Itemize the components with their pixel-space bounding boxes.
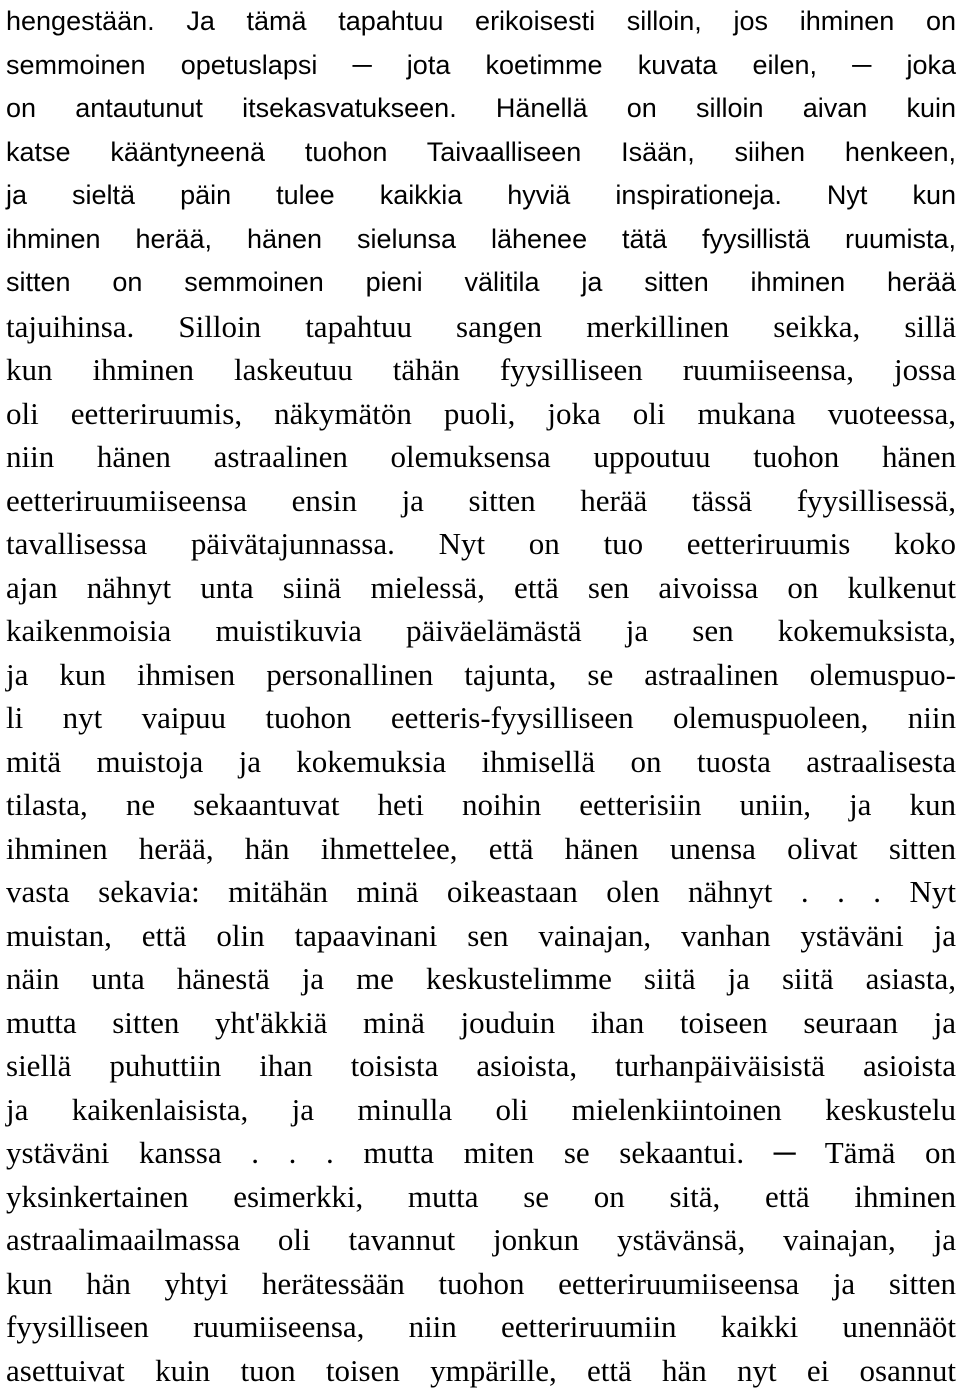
text-line: semmoinen opetuslapsi ─ jota koetimme kuvata eilen, ─ joka — [6, 49, 956, 80]
text-line: oli eetteriruumis, näkymätön puoli, joka oli mukana vuoteessa, — [6, 395, 956, 431]
text-line: asettuivat kuin tuon toisen ympärille, että hän nyt ei osannut — [6, 1352, 956, 1388]
text-line: kun hän yhtyi herätessään tuohon eetteriruumiiseensa ja sitten — [6, 1265, 956, 1301]
text-line: ihminen herää, hän ihmettelee, että hänen unensa olivat sitten — [6, 830, 956, 866]
text-line: li nyt vaipuu tuohon eetteris-fyysilliseen olemuspuoleen, niin — [6, 700, 956, 735]
text-line: siellä puhuttiin ihan toisista asioista, turhanpäiväisistä asioista — [6, 1048, 956, 1083]
text-line: näin unta hänestä ja me keskustelimme siitä ja siitä asiasta, — [6, 961, 956, 996]
text-line: hengestään. Ja tämä tapahtuu erikoisesti silloin, jos ihminen on — [6, 6, 956, 36]
text-line: astraalimaailmassa oli tavannut jonkun ystävänsä, vainajan, ja — [6, 1222, 956, 1257]
text-line: mitä muistoja ja kokemuksia ihmisellä on tuosta astraalisesta — [6, 743, 956, 779]
body-text — [6, 0, 956, 1392]
text-line: tajuihinsa. Silloin tapahtuu sangen merkillinen seikka, sillä — [6, 308, 956, 344]
text-line: tilasta, ne sekaantuvat heti noihin eetterisiin uniin, ja kun — [6, 787, 956, 822]
text-line: muistan, että olin tapaavinani sen vainajan, vanhan ystäväni ja — [6, 917, 956, 953]
text-line: ihminen herää, hänen sielunsa lähenee tätä fyysillistä ruumista, — [6, 223, 956, 254]
text-line: sitten on semmoinen pieni välitila ja sitten ihminen herää — [6, 267, 956, 297]
text-line: ja kun ihmisen personallinen tajunta, se astraalinen olemuspuo- — [6, 656, 956, 692]
text-line: ja sieltä päin tulee kaikkia hyviä inspirationeja. Nyt kun — [6, 180, 956, 210]
text-line: kaikenmoisia muistikuvia päiväelämästä ja sen kokemuksista, — [6, 613, 956, 648]
text-line: katse kääntyneenä tuohon Taivaalliseen Isään, siihen henkeen, — [6, 136, 956, 167]
text-line: ja kaikenlaisista, ja minulla oli mielenkiintoinen keskustelu — [6, 1091, 956, 1127]
text-line: vasta sekavia: mitähän minä oikeastaan olen nähnyt . . . Nyt — [6, 874, 956, 909]
text-line: eetteriruumiiseensa ensin ja sitten herää tässä fyysillisessä, — [6, 482, 956, 518]
text-line: yksinkertainen esimerkki, mutta se on sitä, että ihminen — [6, 1178, 956, 1214]
text-line: ystäväni kanssa . . . mutta miten se sekaantui. ─ Tämä on — [6, 1135, 956, 1170]
text-line: niin hänen astraalinen olemuksensa uppoutuu tuohon hänen — [6, 439, 956, 474]
text-line: on antautunut itsekasvatukseen. Hänellä on silloin aivan kuin — [6, 93, 956, 123]
text-line: fyysilliseen ruumiiseensa, niin eetteriruumiin kaikki unennäöt — [6, 1309, 956, 1344]
text-line: mutta sitten yht'äkkiä minä jouduin ihan toiseen seuraan ja — [6, 1004, 956, 1040]
text-line: kun ihminen laskeutuu tähän fyysilliseen ruumiiseensa, jossa — [6, 352, 956, 387]
text-line: ajan nähnyt unta siinä mielessä, että sen aivoissa on kulkenut — [6, 569, 956, 605]
text-line: tavallisessa päivätajunnassa. Nyt on tuo eetteriruumis koko — [6, 526, 956, 561]
